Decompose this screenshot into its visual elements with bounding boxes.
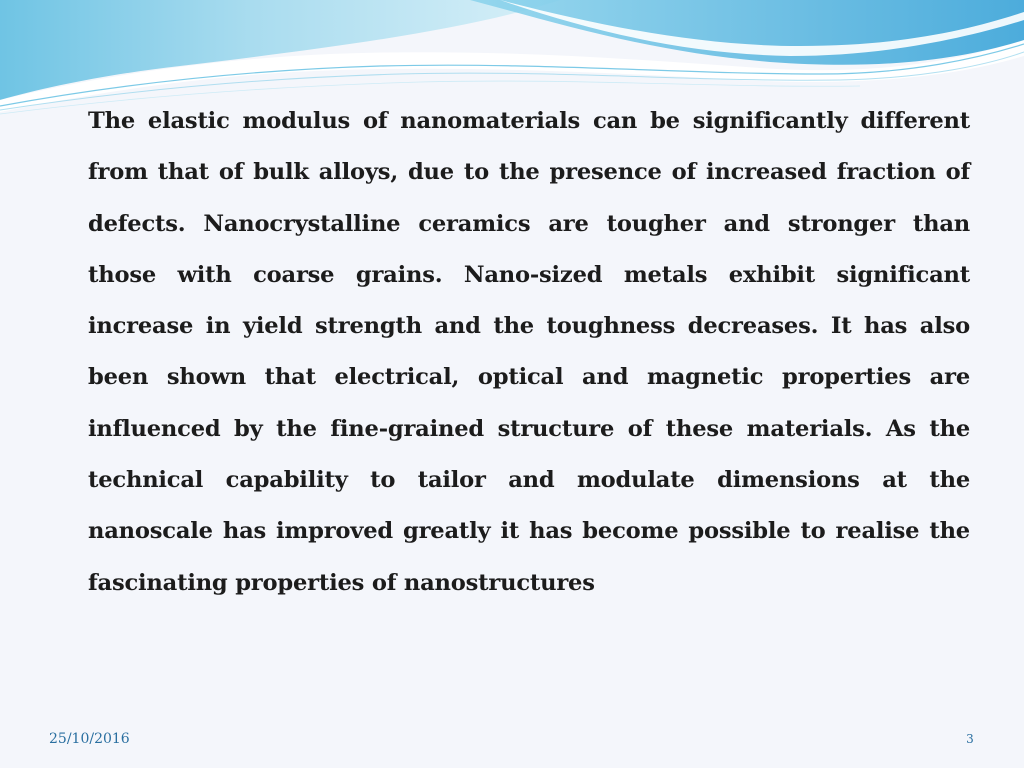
slide-body-text: The elastic modulus of nanomaterials can be significantly different from that of bulk alloys, due to the presence of increased fraction of defects. Nanocrystalline ceramics are tougher and stronger than those with coarse grains. Nano-sized metals exhibit significant increase in yield strength and the toughness decreases. It has also been shown that electrical, optical and magnetic properties are influenced by the fine-grained structure of these materials. As the technical capability to tailor and modulate dimensions at the nanoscale has improved greatly it has become possible to realise the fascinating properties of nanostructures <box>88 108 970 596</box>
slide-date: 25/10/2016 <box>49 731 130 747</box>
slide-page-number: 3 <box>966 732 974 746</box>
